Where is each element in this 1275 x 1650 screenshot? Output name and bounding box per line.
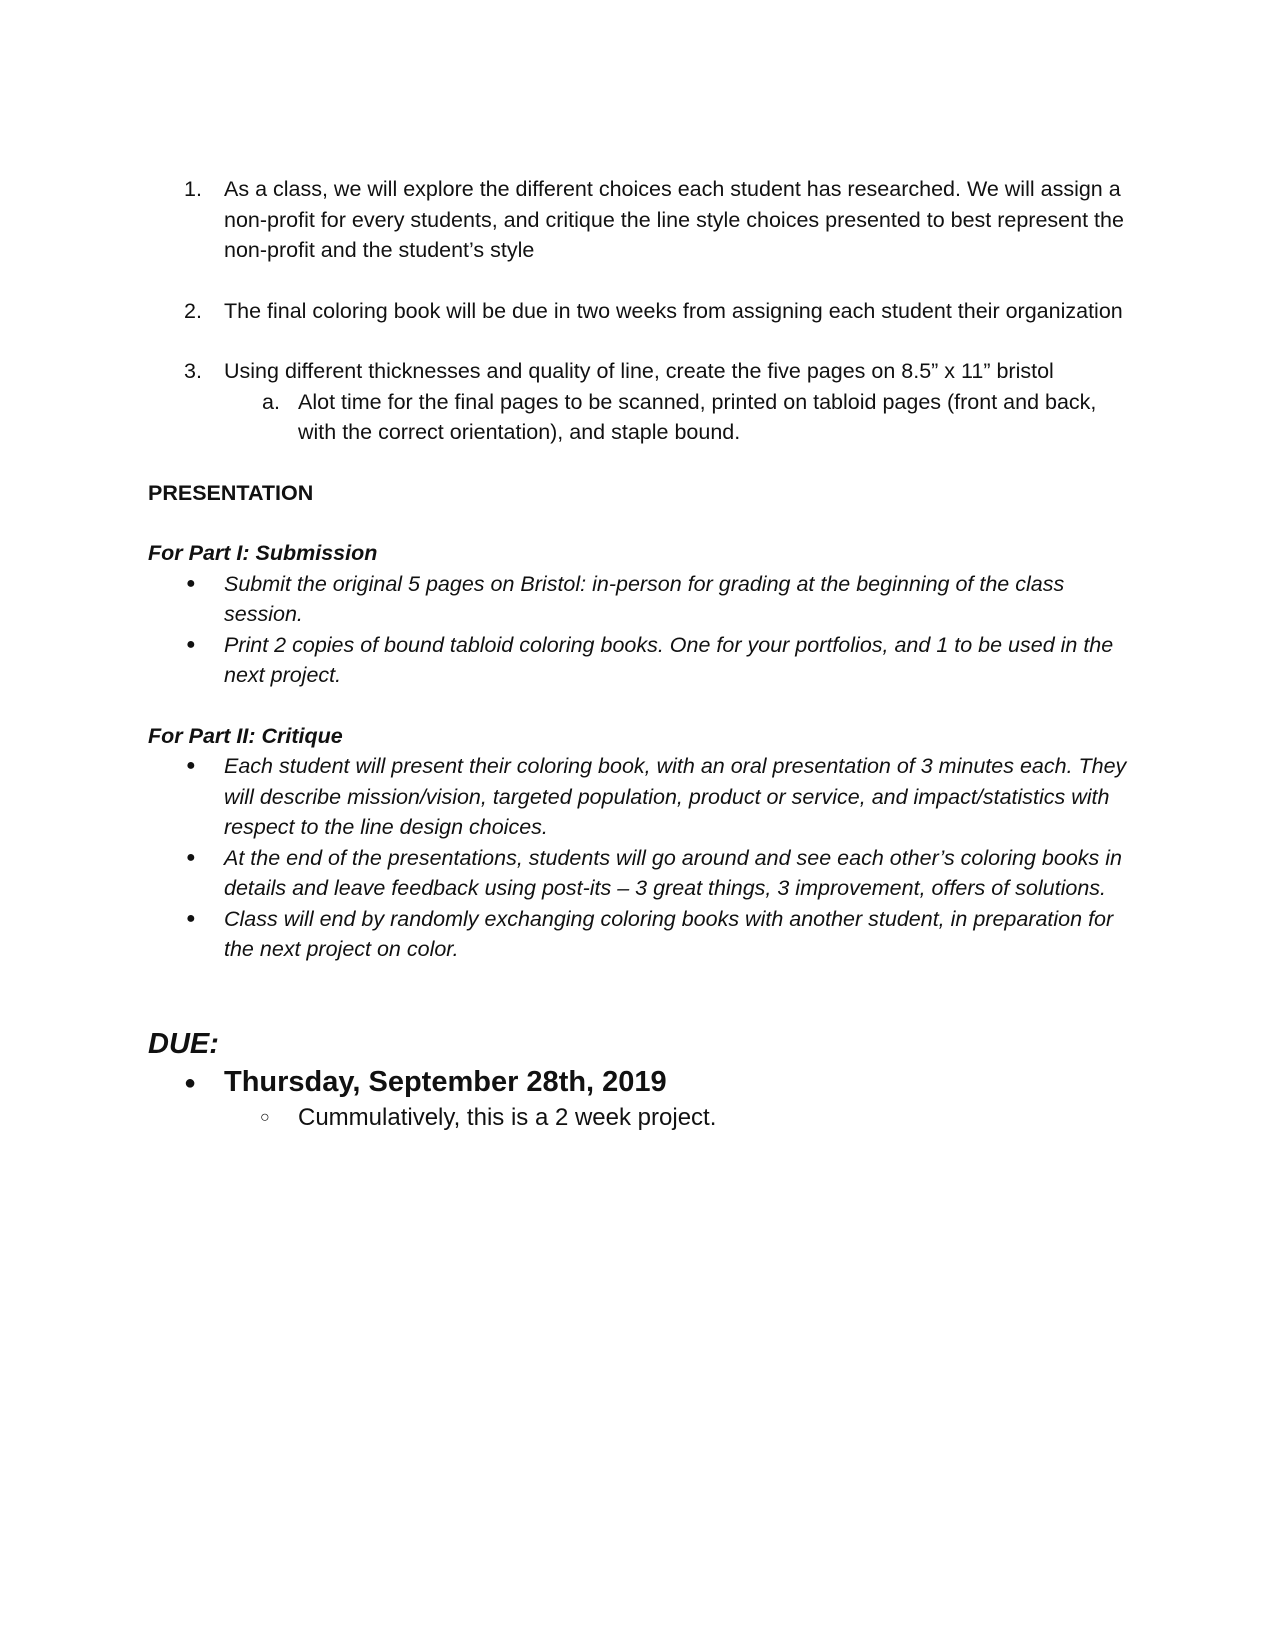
due-note: Cummulatively, this is a 2 week project. bbox=[298, 1103, 717, 1131]
step-number: 2. bbox=[184, 298, 202, 323]
step-item bbox=[148, 296, 1138, 327]
part1-bullets bbox=[148, 569, 1138, 691]
step-text: Using different thicknesses and quality of line, create the five pages on 8.5” x 11” bristol bbox=[224, 359, 1054, 383]
step-item bbox=[148, 174, 1138, 266]
due-date: Thursday, September 28th, 2019 bbox=[224, 1065, 667, 1098]
step-subitem bbox=[148, 387, 1138, 448]
bullet-icon: ● bbox=[184, 1071, 197, 1094]
bullet-icon: ● bbox=[186, 757, 196, 774]
due-note-item bbox=[148, 1101, 1138, 1135]
bullet-icon: ● bbox=[186, 909, 196, 927]
due-date-item bbox=[148, 1063, 1138, 1101]
bullet-item bbox=[148, 904, 1138, 965]
bullet-text: Class will end by randomly exchanging coloring books with another student, in preparation for the next project on color. bbox=[224, 906, 1114, 961]
step-item bbox=[148, 356, 1138, 448]
part2-bullets bbox=[148, 751, 1138, 965]
due-heading: DUE: bbox=[148, 1027, 219, 1060]
subitem-letter: a. bbox=[262, 389, 280, 414]
bullet-icon: ● bbox=[186, 848, 196, 866]
steps-list bbox=[148, 174, 1138, 448]
step-text: The final coloring book will be due in two weeks from assigning each student their organization bbox=[224, 298, 1123, 323]
subitem-text: Alot time for the final pages to be scanned, printed on tabloid pages (front and back, with the correct orientation), and staple bound. bbox=[298, 389, 1097, 444]
bullet-icon: ● bbox=[186, 574, 196, 592]
bullet-text: Submit the original 5 pages on Bristol: in-person for grading at the beginning of the class session. bbox=[224, 571, 1065, 626]
bullet-item bbox=[148, 751, 1138, 843]
bullet-text: Each student will present their coloring book, with an oral presentation of 3 minutes each. They will describe mission/vision, targeted population, product or service, and impact/statistics with respect to the line design choices. bbox=[224, 754, 1127, 839]
step-text: As a class, we will explore the different choices each student has researched. We will assign a non-profit for every students, and critique the line style choices presented to best represent the non-profit and the student’s style bbox=[224, 177, 1124, 262]
bullet-icon: ● bbox=[186, 635, 196, 653]
bullet-item bbox=[148, 843, 1138, 904]
presentation-heading: PRESENTATION bbox=[148, 480, 314, 505]
part2-heading: For Part II: Critique bbox=[148, 723, 343, 748]
hollow-bullet-icon: ○ bbox=[260, 1108, 270, 1126]
bullet-item bbox=[148, 630, 1138, 691]
step-number: 1. bbox=[184, 177, 202, 201]
step-number: 3. bbox=[184, 359, 202, 383]
bullet-text: At the end of the presentations, students will go around and see each other’s coloring books in details and leave feedback using post-its – 3 great things, 3 improvement, offers of solutions. bbox=[224, 845, 1123, 900]
part1-heading: For Part I: Submission bbox=[148, 541, 378, 565]
bullet-item bbox=[148, 569, 1138, 630]
document-content bbox=[148, 174, 1138, 1135]
bullet-text: Print 2 copies of bound tabloid coloring books. One for your portfolios, and 1 to be used in the next project. bbox=[224, 632, 1114, 687]
